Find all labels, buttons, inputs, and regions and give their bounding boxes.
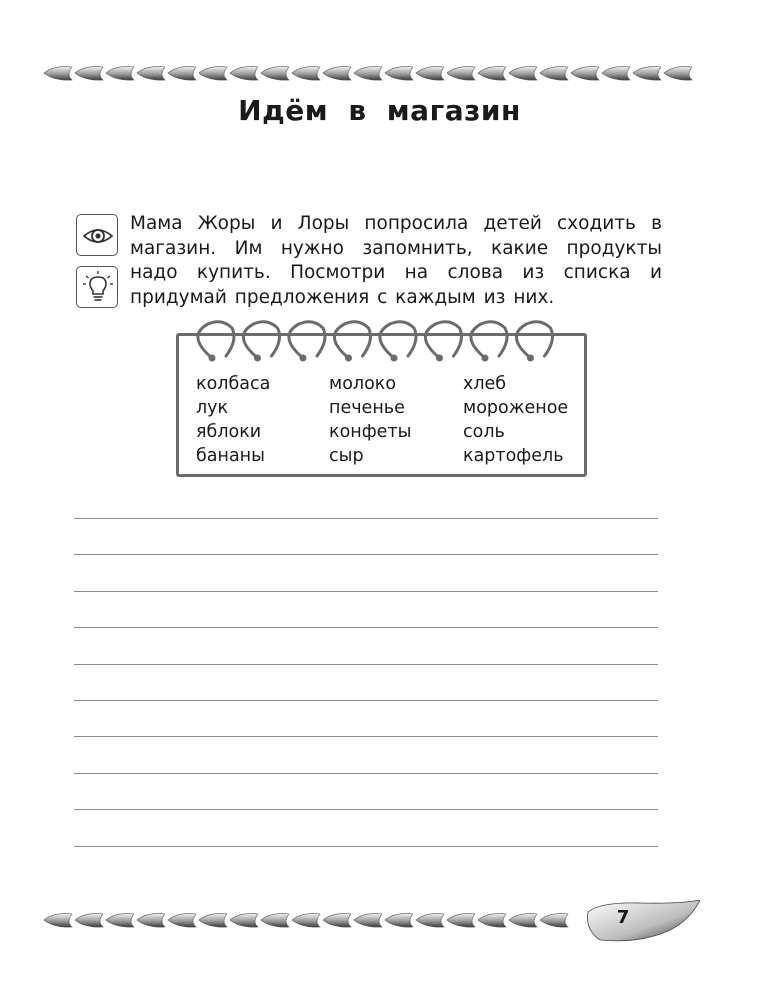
leaf-ornament <box>540 67 568 81</box>
spiral-ring <box>289 322 325 358</box>
leaf-ornament <box>261 67 289 81</box>
writing-line[interactable] <box>74 592 658 628</box>
leaf-ornament <box>571 67 599 81</box>
notepad-spiral-rings <box>176 306 587 366</box>
leaf-ornament <box>261 914 289 928</box>
writing-lines <box>74 518 658 847</box>
leaf-ornament <box>75 67 103 81</box>
spiral-ring <box>380 322 416 358</box>
leaf-ornament <box>385 914 413 928</box>
word-column-2 <box>329 372 411 468</box>
decorative-top-border <box>40 58 700 88</box>
leaf-ornament <box>199 67 227 81</box>
leaf-ornament <box>540 914 568 928</box>
leaf-ornament <box>633 67 661 81</box>
word-item: мороженое <box>463 398 569 418</box>
leaf-ornament <box>447 67 475 81</box>
word-item: молоко <box>329 374 397 394</box>
leaf-ornament <box>137 67 165 81</box>
leaf-ornament <box>602 67 630 81</box>
spiral-ring <box>243 322 279 358</box>
spiral-ring <box>425 322 461 358</box>
word-item: колбаса <box>196 374 271 394</box>
leaf-ornament <box>385 67 413 81</box>
ring-hole <box>345 355 352 362</box>
leaf-ornament <box>44 67 72 81</box>
writing-line[interactable] <box>74 628 658 664</box>
writing-line[interactable] <box>74 810 658 846</box>
leaf-ornament <box>106 67 134 81</box>
leaf-ornament <box>199 914 227 928</box>
writing-line[interactable] <box>74 774 658 810</box>
decorative-bottom-border <box>40 900 700 945</box>
task-instructions: Мама Жоры и Лоры попросила детей сходить в магазин. Им нужно запомнить, какие продукты надо купить. Посмотри на слова из списка и придумай предложения с каждым из них. <box>130 213 662 308</box>
leaf-ornament <box>168 67 196 81</box>
leaf-ornament <box>230 914 258 928</box>
leaf-ornament <box>416 67 444 81</box>
leaf-ornament <box>354 914 382 928</box>
ring-hole <box>436 355 443 362</box>
leaf-ornament <box>664 67 692 81</box>
writing-line[interactable] <box>74 665 658 701</box>
word-item: хлеб <box>463 374 507 394</box>
leaf-ornament <box>75 914 103 928</box>
word-item: картофель <box>463 446 564 466</box>
leaf-ornament <box>447 914 475 928</box>
leaf-ornament <box>323 914 351 928</box>
leaf-ornament <box>292 914 320 928</box>
leaf-ornament <box>354 67 382 81</box>
writing-line[interactable] <box>74 555 658 591</box>
leaf-ornament <box>137 914 165 928</box>
spiral-ring <box>198 322 234 358</box>
page-number: 7 <box>616 907 630 928</box>
leaf-ornament <box>478 67 506 81</box>
word-item: лук <box>196 398 229 418</box>
page-number-tab <box>588 900 701 941</box>
ring-hole <box>482 355 489 362</box>
leaf-ornament <box>106 914 134 928</box>
word-item: яблоки <box>196 422 262 442</box>
leaf-ornament <box>168 914 196 928</box>
ring-hole <box>391 355 398 362</box>
spiral-ring <box>334 322 370 358</box>
spiral-ring <box>516 322 552 358</box>
leaf-ornament <box>416 914 444 928</box>
word-column-1 <box>196 372 270 468</box>
word-item: конфеты <box>329 422 412 442</box>
leaf-ornament <box>509 67 537 81</box>
word-column-3 <box>463 372 568 468</box>
leaf-ornament <box>509 914 537 928</box>
writing-line[interactable] <box>74 701 658 737</box>
leaf-ornament <box>230 67 258 81</box>
ring-hole <box>527 355 534 362</box>
ring-hole <box>254 355 261 362</box>
writing-line[interactable] <box>74 519 658 555</box>
word-item: сыр <box>329 446 364 466</box>
ring-hole <box>209 355 216 362</box>
leaf-ornament <box>323 67 351 81</box>
word-item: бананы <box>196 446 265 466</box>
lightbulb-icon <box>76 266 118 308</box>
ring-hole <box>300 355 307 362</box>
word-item: соль <box>463 422 505 442</box>
leaf-ornament <box>44 914 72 928</box>
spiral-ring <box>471 322 507 358</box>
leaf-ornament <box>478 914 506 928</box>
leaf-ornament <box>292 67 320 81</box>
eye-icon <box>76 214 118 256</box>
page-title: Идём в магазин <box>238 94 521 127</box>
word-item: печенье <box>329 398 405 418</box>
writing-line[interactable] <box>74 737 658 773</box>
